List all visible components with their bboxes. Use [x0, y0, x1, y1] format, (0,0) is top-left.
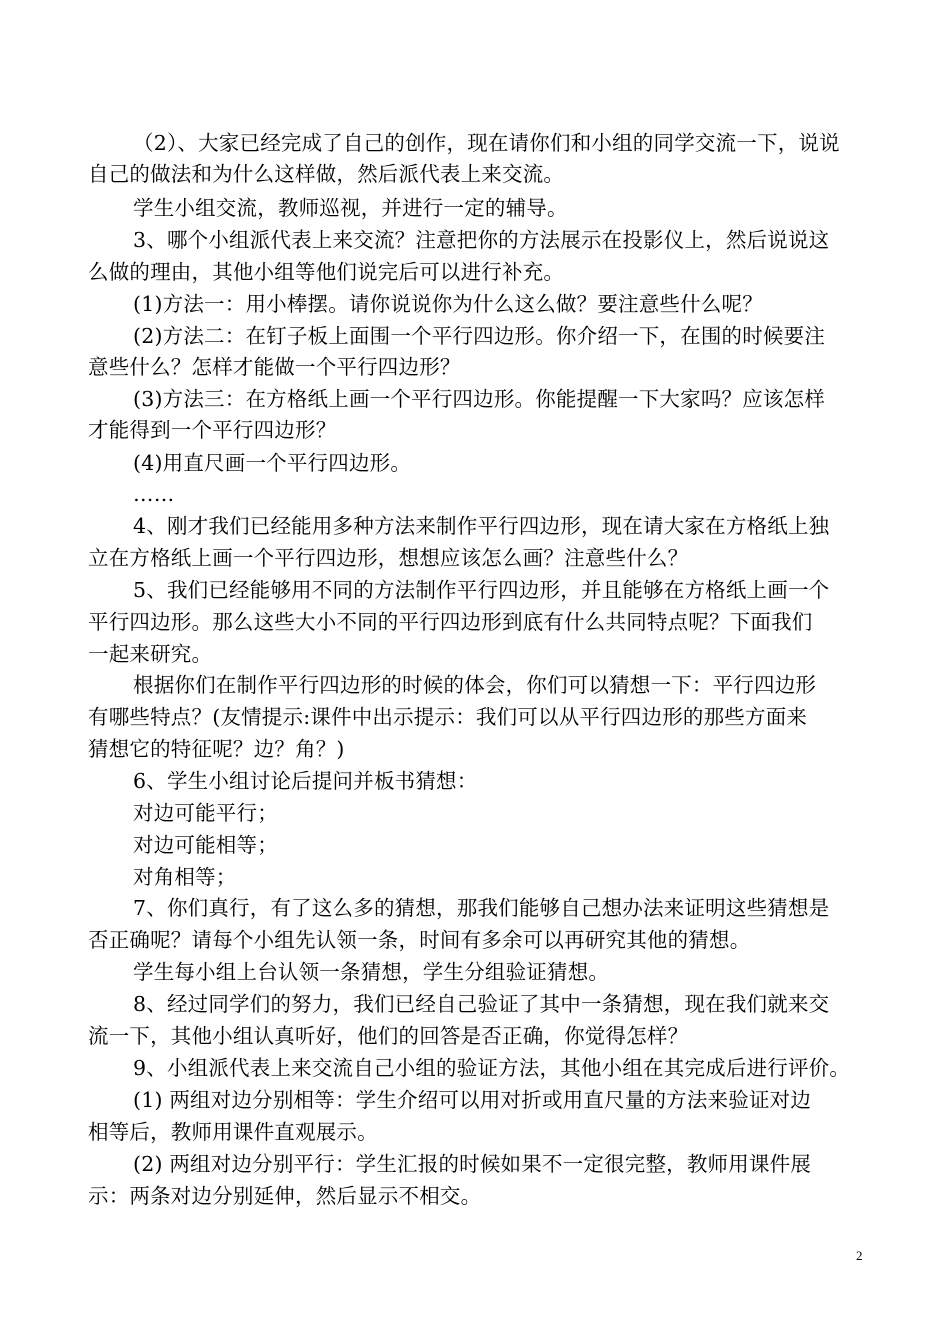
text-line: (3)方法三：在方格纸上画一个平行四边形。你能提醒一下大家吗？应该怎样	[133, 387, 826, 411]
text-line: 意些什么？怎样才能做一个平行四边形？	[88, 355, 461, 379]
text-line: 平行四边形。那么这些大小不同的平行四边形到底有什么共同特点呢？下面我们	[88, 610, 813, 634]
text-line: 学生小组交流，教师巡视，并进行一定的辅导。	[133, 196, 568, 220]
text-line: 4、刚才我们已经能用多种方法来制作平行四边形，现在请大家在方格纸上独	[133, 514, 830, 538]
text-line: 一起来研究。	[88, 642, 213, 666]
text-line: 么做的理由，其他小组等他们说完后可以进行补充。	[88, 260, 565, 284]
text-line: 3、哪个小组派代表上来交流？注意把你的方法展示在投影仪上，然后说说这	[133, 228, 830, 252]
text-line: 7、你们真行，有了这么多的猜想，那我们能够自己想办法来证明这些猜想是	[133, 896, 830, 920]
text-line: (2)方法二：在钉子板上面围一个平行四边形。你介绍一下，在围的时候要注	[133, 324, 826, 348]
text-line: 9、小组派代表上来交流自己小组的验证方法，其他小组在其完成后进行评价。	[133, 1056, 851, 1080]
text-line: 立在方格纸上画一个平行四边形，想想应该怎么画？注意些什么？	[88, 546, 689, 570]
text-line: 有哪些特点？(友情提示:课件中出示提示：我们可以从平行四边形的那些方面来	[88, 705, 808, 729]
text-line: (1)方法一：用小棒摆。请你说说你为什么这么做？要注意些什么呢？	[133, 292, 763, 316]
page-number: 2	[856, 1248, 863, 1263]
text-line: 对边可能平行；	[133, 801, 278, 825]
text-line: （2）、大家已经完成了自己的创作，现在请你们和小组的同学交流一下，说说	[133, 131, 840, 155]
text-line: 猜想它的特征呢？边？角？)	[88, 737, 345, 761]
text-line: 5、我们已经能够用不同的方法制作平行四边形，并且能够在方格纸上画一个	[133, 578, 830, 602]
text-line: (4)用直尺画一个平行四边形。	[133, 451, 412, 475]
text-line: (2) 两组对边分别平行：学生汇报的时候如果不一定很完整，教师用课件展	[133, 1152, 812, 1176]
text-line: 6、学生小组讨论后提问并板书猜想：	[133, 769, 478, 793]
text-line: 对角相等；	[133, 865, 237, 889]
text-line: (1) 两组对边分别相等：学生介绍可以用对折或用直尺量的方法来验证对边	[133, 1088, 812, 1112]
text-line: 才能得到一个平行四边形？	[88, 418, 337, 442]
text-line: 否正确呢？请每个小组先认领一条，时间有多余可以再研究其他的猜想。	[88, 928, 751, 952]
text-line: 示：两条对边分别延伸，然后显示不相交。	[88, 1184, 482, 1208]
text-line: 8、经过同学们的努力，我们已经自己验证了其中一条猜想，现在我们就来交	[133, 992, 830, 1016]
text-line: 自己的做法和为什么这样做，然后派代表上来交流。	[88, 162, 565, 186]
text-line: ……	[133, 482, 175, 506]
text-line: 相等后，教师用课件直观展示。	[88, 1120, 378, 1144]
text-line: 学生每小组上台认领一条猜想，学生分组验证猜想。	[133, 960, 610, 984]
text-line: 流一下，其他小组认真听好，他们的回答是否正确，你觉得怎样？	[88, 1024, 689, 1048]
text-line: 对边可能相等；	[133, 833, 278, 857]
text-line: 根据你们在制作平行四边形的时候的体会，你们可以猜想一下：平行四边形	[133, 673, 817, 697]
